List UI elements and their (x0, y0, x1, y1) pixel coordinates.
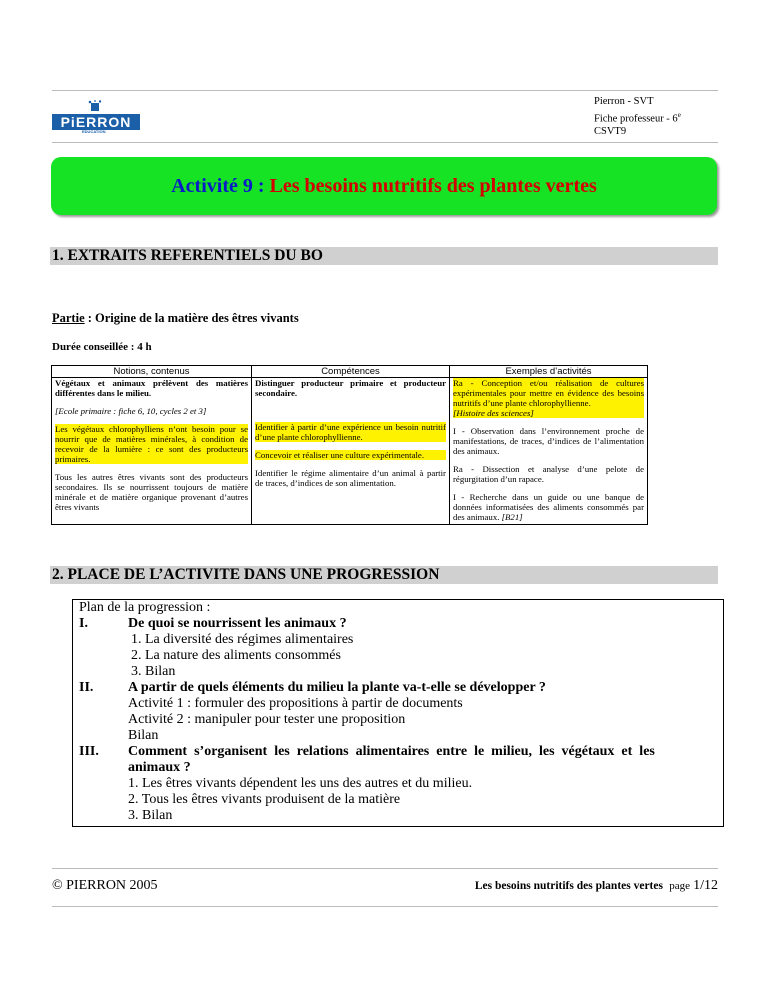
section1-heading: 1. EXTRAITS REFERENTIELS DU BO (50, 247, 718, 265)
section2-heading: 2. PLACE DE L’ACTIVITE DANS UNE PROGRESSION (50, 566, 718, 584)
plan-III-title: Comment s’organisent les relations alimentaires entre le milieu, les végétaux et les (128, 744, 655, 759)
activity-banner (51, 157, 717, 215)
banner-title: Les besoins nutritifs des plantes vertes (264, 175, 597, 197)
partie-line: Partie : Origine de la matière des êtres vivants (52, 311, 299, 325)
plan-I-2: 2. La nature des aliments consommés (131, 648, 341, 663)
header-line3: CSVT9 (594, 125, 627, 137)
header-line2: Fiche professeur - 6e (594, 110, 681, 124)
col-header-notions: Notions, contenus (52, 366, 252, 378)
footer-page-info (475, 878, 718, 894)
footer-copyright: © PIERRON 2005 (52, 878, 158, 893)
plan-I-3: 3. Bilan (131, 664, 176, 679)
plan-III-title-cont: animaux ? (128, 760, 191, 775)
col-notions: Végétaux et animaux prélèvent des matières différentes dans le milieu. [Ecole primaire : fiche 6, 10, cycles 2 et 3] Les végétaux chlorophylliens n’ont besoin pour se nourrir que de matières minérales, à condition de recevoir de la lumière : ce sont des producteurs primaires. Tous les autres êtres vivants sont des producteurs secondaires. Ils se nourrissent toujours de matière minérale et de matière organique provenant d’autres êtres vivants (52, 378, 252, 525)
plan-I-num: I. (79, 616, 88, 631)
plan-II-num: II. (79, 680, 94, 695)
header-info (594, 96, 681, 138)
footer-rule-bottom (52, 906, 718, 907)
plan-III-3: 3. Bilan (128, 808, 173, 823)
banner-prefix: Activité 9 : (171, 175, 265, 197)
duree-line: Durée conseillée : 4 h (52, 341, 152, 353)
col-exemples: Ra - Conception et/ou réalisation de cultures expérimentales pour mettre en évidence des besoins nutritifs d’une plante chlorophyllienne. [Histoire des sciences] I - Observation dans l’environnement proche de manifestations, de traces, d’indices de l’alimentation des animaux. Ra - Dissection et analyse d’une pelote de régurgitation d’un rapace. I - Recherche dans un guide ou une banque de données informatisées des aliments consommés par des animaux. [B21] (450, 378, 648, 525)
plan-intro: Plan de la progression : (79, 600, 211, 615)
progression-plan (72, 599, 724, 827)
logo-text: PiERRON (52, 114, 140, 130)
bo-table (51, 365, 719, 525)
footer-title: Les besoins nutritifs des plantes vertes (474, 880, 663, 892)
plan-II-3: Bilan (128, 728, 159, 743)
footer-rule-top (52, 868, 718, 869)
plan-II-2: Activité 2 : manipuler pour tester une proposition (128, 712, 406, 727)
header-rule-top (52, 90, 718, 91)
logo-mark-icon (88, 100, 102, 112)
logo-subtext: EDUCATION (82, 129, 106, 134)
plan-III-2: 2. Tous les êtres vivants produisent de la matière (128, 792, 401, 807)
plan-II-title: A partir de quels éléments du milieu la plante va-t-elle se développer ? (128, 680, 546, 695)
plan-III-num: III. (79, 744, 99, 759)
pierron-logo (52, 100, 140, 134)
plan-I-1: 1. La diversité des régimes alimentaires (131, 632, 354, 647)
col-header-competences: Compétences (252, 366, 450, 378)
plan-III-1: 1. Les êtres vivants dépendent les uns des autres et du milieu. (128, 776, 473, 791)
footer-page-label: page (669, 880, 690, 892)
col-competences: Distinguer producteur primaire et producteur secondaire. Identifier à partir d’une expérience un besoin nutritif d’une plante chlorophyllienne. Concevoir et réaliser une culture expérimentale. Identifier le régime alimentaire d’un animal à partir de traces, d’indices de son alimentation. (252, 378, 450, 525)
plan-I-title: De quoi se nourrissent les animaux ? (128, 616, 347, 631)
header-rule-bottom (52, 142, 718, 143)
plan-II-1: Activité 1 : formuler des propositions à partir de documents (128, 696, 463, 711)
header-line1: Pierron - SVT (594, 96, 654, 107)
col-header-exemples: Exemples d’activités (450, 366, 648, 378)
footer-page-number: 1/12 (693, 878, 718, 893)
